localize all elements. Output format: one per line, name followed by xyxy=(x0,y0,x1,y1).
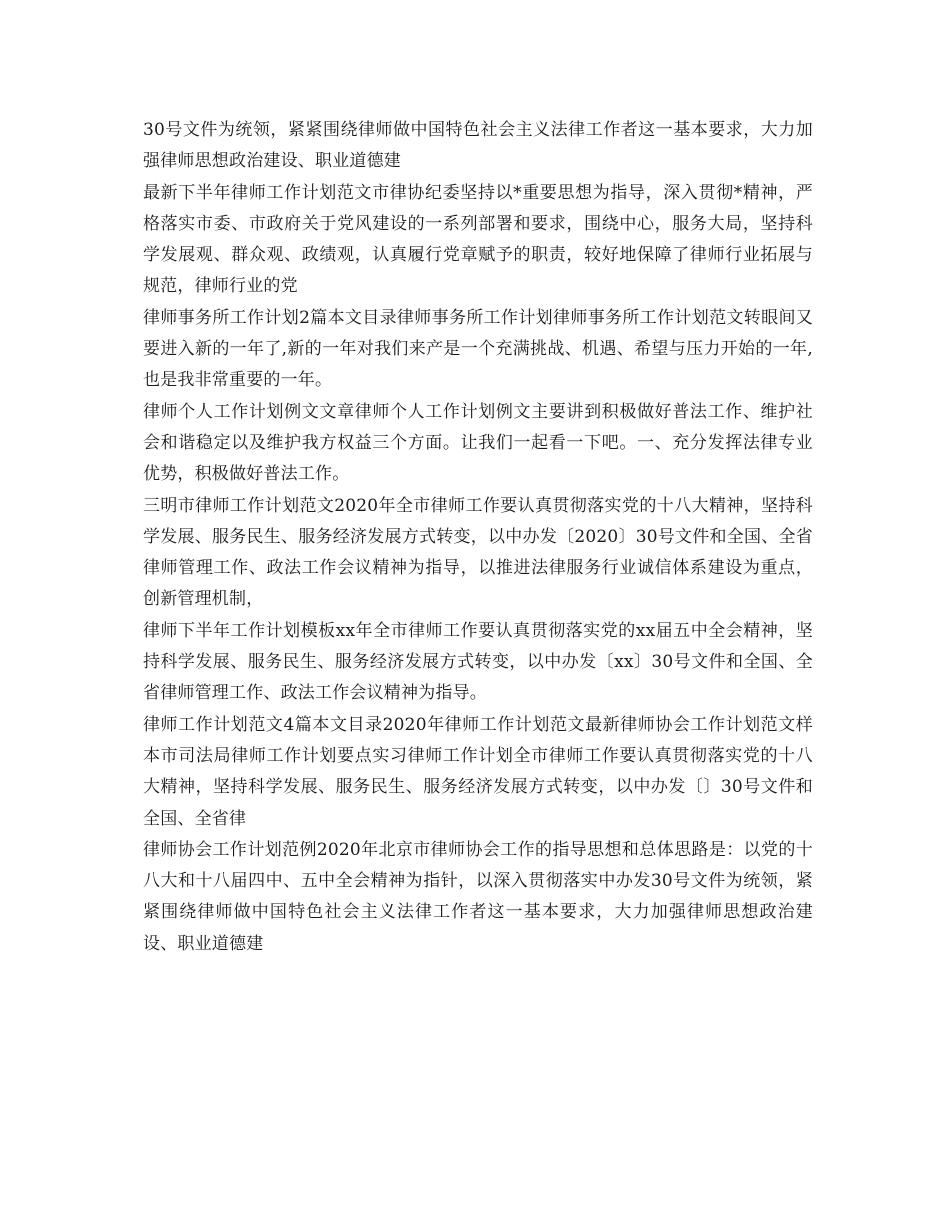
paragraph-8: 律师协会工作计划范例2020年北京市律师协会工作的指导思想和总体思路是：以党的十八大和十八届四中、五中全会精神为指针，以深入贯彻落实中办发30号文件为统领，紧紧围绕律师做中国特色社会主义法律工作者这一基本要求，大力加强律师思想政治建设、职业道德建 xyxy=(143,839,813,954)
paragraph-6: 律师下半年工作计划模板xx年全市律师工作要认真贯彻落实党的xx届五中全会精神，坚持科学发展、服务民生、服务经济发展方式转变，以中办发〔xx〕30号文件和全国、全省律师管理工作、政法工作会议精神为指导。 xyxy=(143,620,813,704)
paragraph-1: 30号文件为统领，紧紧围绕律师做中国特色社会主义法律工作者这一基本要求，大力加强律师思想政治建设、职业道德建 xyxy=(143,120,813,172)
paragraph-5: 三明市律师工作计划范文2020年全市律师工作要认真贯彻落实党的十八大精神，坚持科学发展、服务民生、服务经济发展方式转变，以中办发〔2020〕30号文件和全国、全省律师管理工作、政法工作会议精神为指导，以推进法律服务行业诚信体系建设为重点，创新管理机制， xyxy=(143,495,813,610)
paragraph-4: 律师个人工作计划例文文章律师个人工作计划例文主要讲到积极做好普法工作、维护社会和谐稳定以及维护我方权益三个方面。让我们一起看一下吧。一、充分发挥法律专业优势，积极做好普法工作。 xyxy=(143,401,813,485)
paragraph-2: 最新下半年律师工作计划范文市律协纪委坚持以*重要思想为指导，深入贯彻*精神，严格落实市委、市政府关于党风建设的一系列部署和要求，围绕中心，服务大局，坚持科学发展观、群众观、政绩观，认真履行党章赋予的职责，较好地保障了律师行业拓展与规范，律师行业的党 xyxy=(143,182,813,297)
document-body xyxy=(143,115,813,960)
paragraph-7: 律师工作计划范文4篇本文目录2020年律师工作计划范文最新律师协会工作计划范文样本市司法局律师工作计划要点实习律师工作计划全市律师工作要认真贯彻落实党的十八大精神，坚持科学发展、服务民生、服务经济发展方式转变，以中办发〔〕30号文件和全国、全省律 xyxy=(143,714,813,829)
paragraph-3: 律师事务所工作计划2篇本文目录律师事务所工作计划律师事务所工作计划范文转眼间又要进入新的一年了,新的一年对我们来产是一个充满挑战、机遇、希望与压力开始的一年,也是我非常重要的一年。 xyxy=(143,307,813,391)
